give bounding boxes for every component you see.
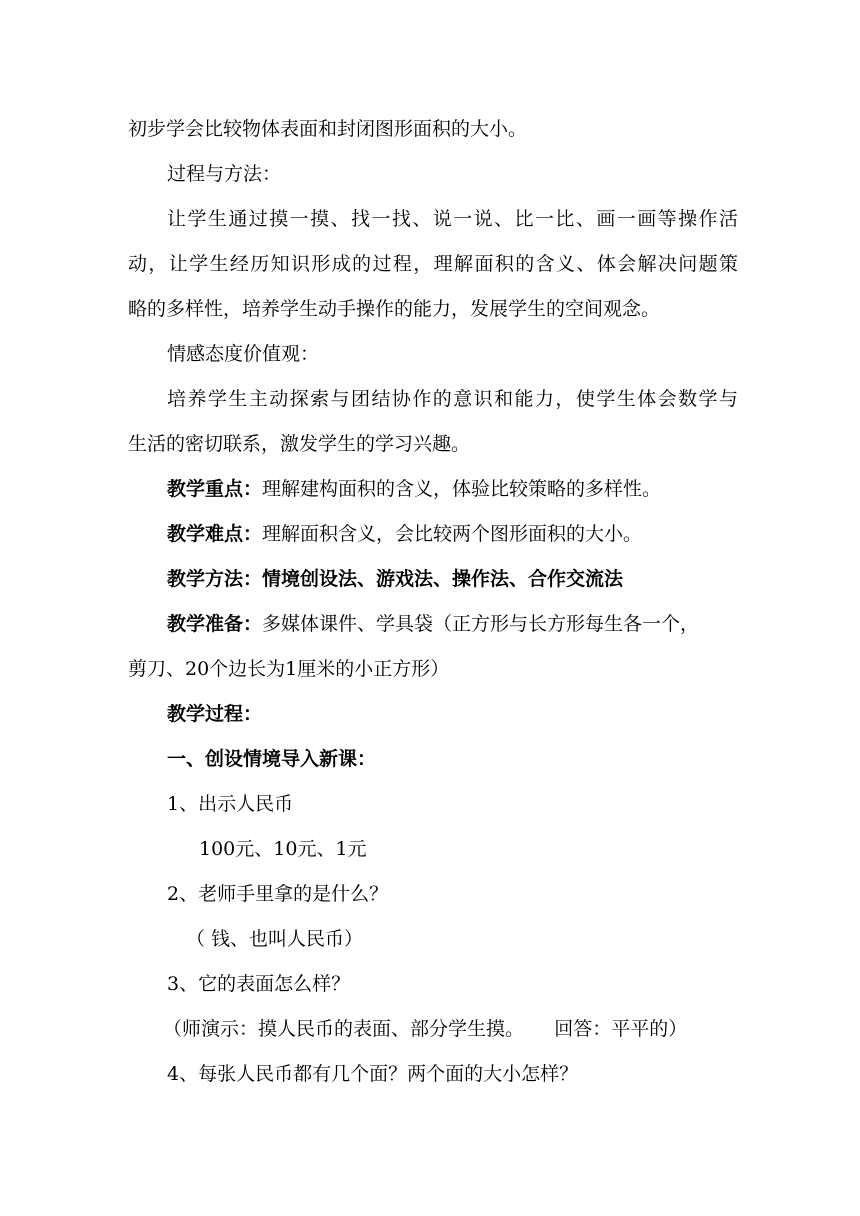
step-3: 3、它的表面怎么样？ [167,973,351,995]
teaching-difficulty-label: 教学难点： [167,523,263,545]
step-4: 4、每张人民币都有几个面？两个面的大小怎样？ [167,1063,579,1085]
paragraph-line: 初步学会比较物体表面和封闭图形面积的大小。 [128,118,528,140]
teaching-difficulty [167,522,777,546]
paragraph-line: 略的多样性，培养学生动手操作的能力，发展学生的空间观念。 [128,298,661,320]
teaching-preparation-label: 教学准备： [167,613,263,635]
step-1: 1、出示人民币 [167,793,294,815]
paragraph-line: 动，让学生经历知识形成的过程，理解面积的含义、体会解决问题策 [128,253,738,275]
paragraph-line: 让学生通过摸一摸、找一找、说一说、比一比、画一画等操作活 [167,208,738,230]
step-2-answer: （ 钱、也叫人民币） [186,928,364,950]
step-3-detail: （师演示：摸人民币的表面、部分学生摸。 回答：平平的） [163,1018,688,1040]
teaching-focus-label: 教学重点： [167,478,263,500]
teaching-difficulty-text: 理解面积含义，会比较两个图形面积的大小。 [262,523,643,545]
teaching-process-heading: 教学过程： [167,703,263,725]
section-one-heading: 一、创设情境导入新课： [167,748,377,770]
teaching-preparation-text: 多媒体课件、学具袋（正方形与长方形每生各一个， [262,613,700,635]
teaching-focus [167,477,777,501]
teaching-preparation [167,612,738,636]
section-heading-attitude-values: 情感态度价值观： [167,343,320,365]
step-2: 2、老师手里拿的是什么？ [167,883,389,905]
paragraph-line: 培养学生主动探索与团结协作的意识和能力，使学生体会数学与 [167,388,738,410]
teaching-methods: 教学方法：情境创设法、游戏法、操作法、合作交流法 [167,568,624,590]
paragraph-line: 剪刀、20个边长为1厘米的小正方形） [128,658,450,680]
step-1-detail: 100元、10元、1元 [199,838,367,860]
section-heading-process-method: 过程与方法： [167,163,282,185]
paragraph-line: 生活的密切联系，激发学生的学习兴趣。 [128,433,471,455]
teaching-focus-text: 理解建构面积的含义，体验比较策略的多样性。 [262,478,662,500]
